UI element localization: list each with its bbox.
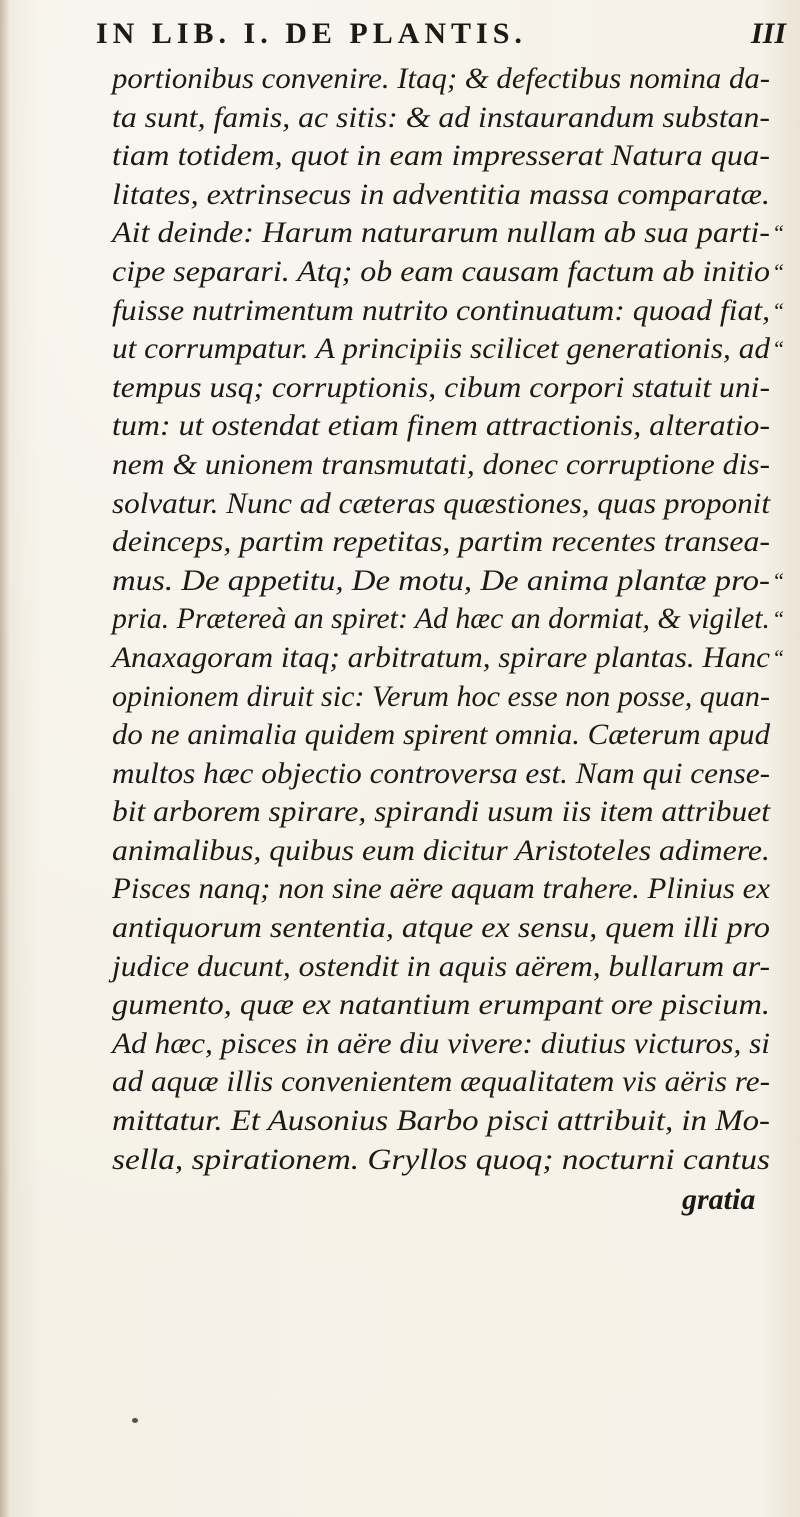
text-line-content: judice ducunt, ostendit in aquis aërem, bullarum ar- [112, 949, 770, 983]
text-line [112, 755, 770, 794]
text-line [112, 909, 770, 948]
text-line [112, 60, 770, 99]
text-line [112, 99, 770, 138]
text-line-content: ad aquæ illis convenientem æqualitatem vis aëris re- [112, 1065, 770, 1099]
text-line [112, 986, 770, 1025]
text-line-content: bit arborem spirare, spirandi usum iis item attribuet [112, 795, 770, 829]
page-number: III [750, 17, 786, 50]
text-line [112, 716, 770, 755]
text-line-content: do ne animalia quidem spirent omnia. Cæterum apud [112, 718, 770, 752]
text-line [112, 137, 770, 176]
text-line [112, 214, 770, 253]
text-line [112, 407, 770, 446]
text-line-content: Ait deinde: Harum naturarum nullam ab sua parti- [112, 216, 770, 250]
text-line-content: tum: ut ostendat etiam finem attractionis, alteratio- [112, 409, 770, 443]
catchword: gratia [682, 1183, 756, 1217]
text-line-content: cipe separari. Atq; ob eam causam factum ab initio [112, 254, 771, 288]
text-line [112, 292, 770, 331]
running-head-title: IN LIB. I. DE PLANTIS. [96, 17, 527, 50]
text-line [112, 485, 770, 524]
text-line-content: ta sunt, famis, ac sitis: & ad instaurandum substan- [112, 100, 770, 134]
running-head [96, 14, 786, 58]
text-line [112, 562, 770, 601]
body-text [112, 60, 770, 1179]
text-line [112, 639, 770, 678]
text-line [112, 176, 770, 215]
text-line [112, 678, 770, 717]
text-line [112, 948, 770, 987]
text-line-content: mittatur. Et Ausonius Barbo pisci attribuit, in Mo- [112, 1104, 770, 1138]
text-line-content: animalibus, quibus eum dicitur Aristoteles adimere. [112, 833, 770, 867]
text-line-content: Anaxagoram itaq; arbitratum, spirare plantas. Hanc [112, 640, 770, 674]
text-line [112, 1063, 770, 1102]
marginal-quote-mark: “ [772, 645, 785, 670]
text-line-content: solvatur. Nunc ad cæteras quæstiones, quas proponit [112, 486, 770, 520]
text-line-content: Pisces nanq; non sine aëre aquam trahere. Plinius ex [112, 872, 771, 906]
text-line-content: litates, extrinsecus in adventitia massa comparatæ. [112, 177, 770, 211]
text-line [112, 1141, 770, 1180]
text-line-content: tiam totidem, quot in eam impresserat Natura qua- [112, 139, 770, 173]
text-line-content: sella, spirationem. Gryllos quoq; nocturni cantus [112, 1142, 770, 1176]
text-line [112, 369, 770, 408]
text-line-content: gumento, quæ ex natantium erumpant ore piscium. [112, 988, 770, 1022]
text-line-content: nem & unionem transmutati, donec corruptione dis- [112, 447, 770, 481]
text-line [112, 1025, 770, 1064]
text-line-content: deinceps, partim repetitas, partim recentes transea- [112, 525, 770, 559]
marginal-quote-mark: “ [772, 259, 785, 284]
text-line-content: fuisse nutrimentum nutrito continuatum: quoad fiat, [112, 293, 770, 327]
text-line [112, 330, 770, 369]
text-line [112, 832, 770, 871]
text-line-content: opinionem diruit sic: Verum hoc esse non posse, quan- [112, 679, 770, 713]
text-line-content: ut corrumpatur. A principiis scilicet generationis, ad [112, 332, 770, 366]
text-line-content: multos hæc objectio controversa est. Nam qui cense- [112, 756, 770, 790]
text-line-content: Ad hæc, pisces in aëre diu vivere: diutius victuros, si [112, 1026, 771, 1060]
text-line [112, 1102, 770, 1141]
text-line-content: antiquorum sententia, atque ex sensu, quem illi pro [112, 911, 770, 945]
marginal-quote-mark: “ [772, 606, 785, 632]
marginal-quote-mark: “ [772, 336, 785, 362]
text-line [112, 253, 770, 292]
text-line [112, 523, 770, 562]
text-line-content: portionibus convenire. Itaq; & defectibus nomina da- [112, 62, 770, 95]
text-line-content: mus. De appetitu, De motu, De anima plantæ pro- [112, 563, 770, 597]
text-line [112, 870, 770, 909]
ink-speck [132, 1418, 138, 1423]
text-line [112, 446, 770, 485]
marginal-quote-mark: “ [772, 297, 785, 323]
marginal-quote-mark: “ [772, 567, 785, 593]
page-gutter-shadow [0, 0, 10, 1517]
text-line-content: tempus usq; corruptionis, cibum corpori statuit uni- [112, 370, 770, 404]
marginal-quote-mark: “ [772, 220, 785, 246]
text-line [112, 600, 770, 639]
text-line [112, 793, 770, 832]
text-line-content: pria. Prætereà an spiret: Ad hæc an dormiat, & vigilet. [112, 602, 770, 636]
